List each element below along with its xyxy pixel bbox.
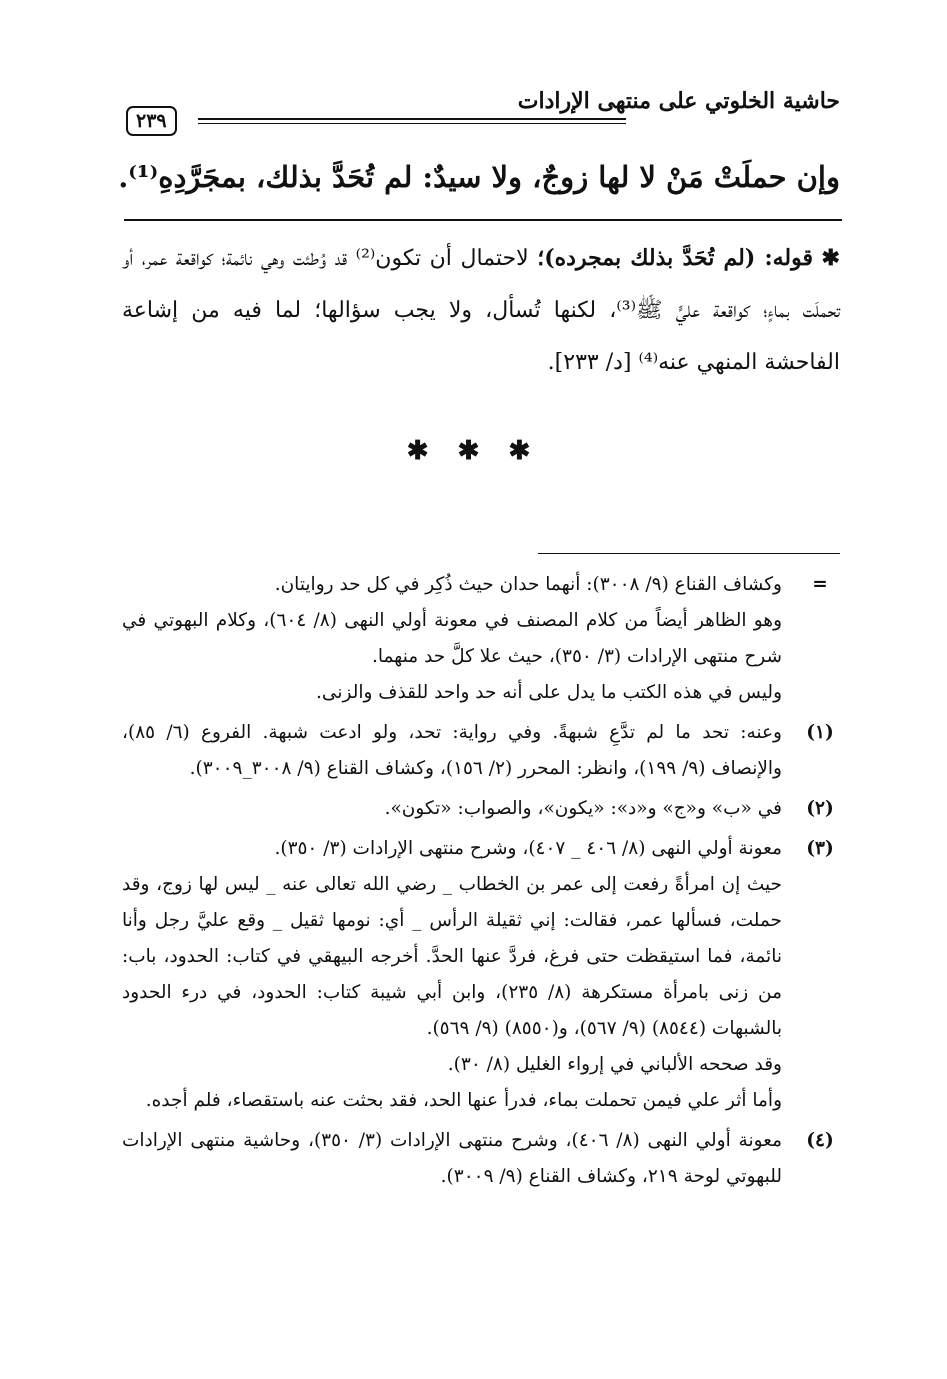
footnote-1 — [122, 715, 840, 787]
footnote-continuation — [122, 567, 840, 711]
section-separator: ✱ ✱ ✱ — [406, 436, 541, 466]
commentary-paragraph — [122, 232, 840, 389]
commentary-lemma: قوله: (لم تُحَدَّ بذلك بمجرده)؛ — [537, 245, 813, 271]
footnotes-block — [122, 567, 840, 1199]
footnote-marker: = — [812, 574, 828, 595]
footnote-line: وكشاف القناع (٩/ ٣٠٠٨): أنهما حدان حيث ذُكِر في كل حد روايتان. — [274, 574, 782, 595]
footnote-line: وقد صححه الألباني في إرواء الغليل (٨/ ٣٠). — [447, 1054, 782, 1075]
footnote-line: وليس في هذه الكتب ما يدل على أنه حد واحد للقذف والزنى. — [316, 682, 782, 703]
footnote-rule — [538, 553, 840, 554]
commentary-block — [122, 232, 840, 389]
book-title: حاشية الخلوتي على منتهى الإرادات — [517, 88, 840, 114]
footnote-marker: (٣) — [806, 838, 834, 859]
footnote-line: في «ب» و«ج» و«د»: «يكون»، والصواب: «تكون». — [384, 798, 782, 819]
matn-text: وإن حملَتْ مَنْ لا لها زوجٌ، ولا سيدٌ: لم تُحَدَّ بذلك، بمجَرَّدِهِ⁽¹⁾. — [118, 160, 840, 194]
page-number: ٢٣٩ — [126, 106, 177, 136]
matn-divider — [124, 219, 842, 221]
footnote-line: معونة أولي النهى (٨/ ٤٠٦)، وشرح منتهى الإرادات (٣/ ٣٥٠)، وحاشية منتهى الإرادات للبهوتي لوحة ٢١٩، وكشاف القناع (٩/ ٣٠٠٩). — [122, 1130, 782, 1187]
asterisk-icon: ✱ — [821, 245, 840, 271]
footnote-4 — [122, 1123, 840, 1195]
footnote-line: حيث إن امرأةً رفعت إلى عمر بن الخطاب _ رضي الله تعالى عنه _ ليس لها زوج، وقد حملت، فسألها عمر، فقالت: إني ثقيلة الرأس _ أي: نومها ثقيل _ وقع عليَّ رجل وأنا نائمة، فما استيقظت حتى فرغ، فردَّ عنها الحدَّ. أخرجه البيهقي في كتاب: الحدود، باب: من زنى بامرأة مستكرهة (٨/ ٢٣٥)، وابن أبي شيبة كتاب: الحدود، في درء الحدود بالشبهات (٨٥٤٤) (٩/ ٥٦٧)، و(٨٥٥٠) (٩/ ٥٦٩). — [122, 874, 782, 1039]
footnote-marker: (٤) — [806, 1130, 834, 1151]
footnote-line: وهو الظاهر أيضاً من كلام المصنف في معونة أولي النهى (٨/ ٦٠٤)، وكلام البهوتي في شرح منتهى الإرادات (٣/ ٣٥٠)، حيث علا كلَّ حد منهما. — [122, 610, 782, 667]
footnote-marker: (١) — [806, 722, 834, 743]
footnote-line: وأما أثر علي فيمن تحملت بماء، فدرأ عنها الحد، فقد بحثت عنه باستقصاء، فلم أجده. — [145, 1090, 782, 1111]
footnote-line: وعنه: تحد ما لم تدَّعِ شبهةً. وفي رواية: تحد، ولو ادعت شبهة. الفروع (٦/ ٨٥)، والإنصاف (٩/ ١٩٩)، وانظر: المحرر (٢/ ١٥٦)، وكشاف القناع (٩/ ٣٠٠٨_٣٠٠٩). — [122, 722, 782, 779]
commentary-body: لاحتمال أن تكون⁽²⁾ قد وُطئت وهي نائمة؛ كواقعة عمر، أو تحملَت بماءٍ؛ كواقعة عليٍّ ﷺ⁽³⁾، لكنها تُسأل، ولا يجب سؤالها؛ لما فيه من إشاعة الفاحشة المنهي عنه⁽⁴⁾ [د/ ٢٣٣]. — [122, 246, 841, 375]
header-rule — [198, 118, 626, 124]
running-header — [120, 82, 840, 134]
footnote-3 — [122, 831, 840, 1119]
footnote-marker: (٢) — [806, 798, 834, 819]
footnote-2 — [122, 791, 840, 827]
footnote-line: معونة أولي النهى (٨/ ٤٠٦ _ ٤٠٧)، وشرح منتهى الإرادات (٣/ ٣٥٠). — [274, 838, 782, 859]
